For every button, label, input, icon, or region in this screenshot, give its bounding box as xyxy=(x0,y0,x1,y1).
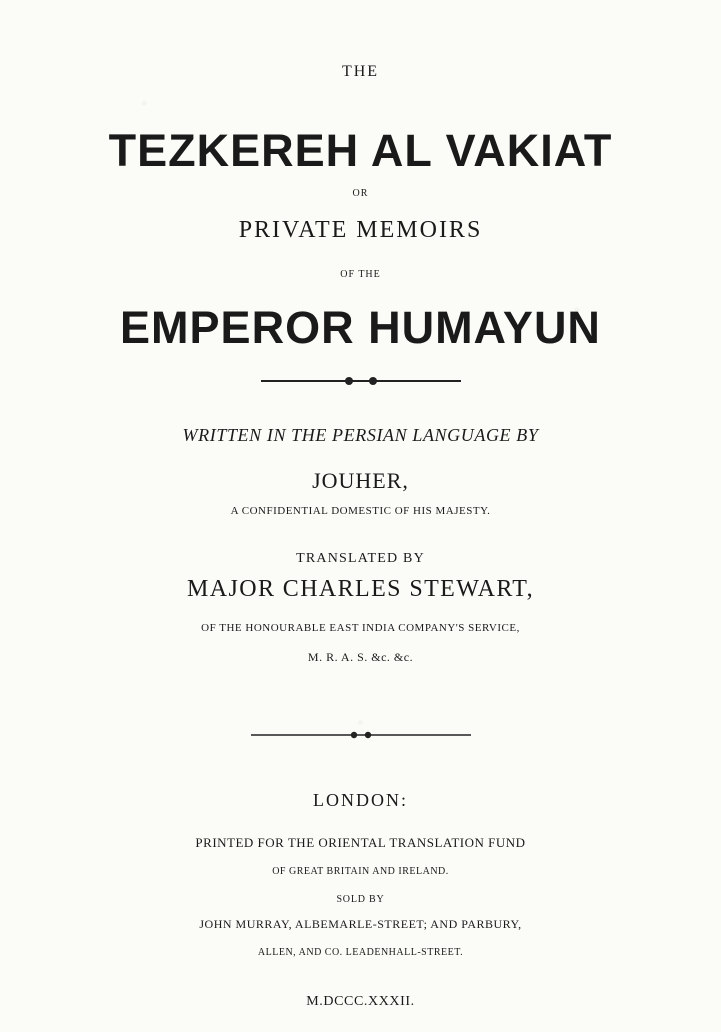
ornament-divider-icon xyxy=(251,727,471,743)
printed-for-text: PRINTED FOR THE ORIENTAL TRANSLATION FUND xyxy=(195,835,526,850)
ornament-divider-icon xyxy=(261,373,461,389)
translator-titles: M. R. A. S. &c. &c. xyxy=(307,650,414,664)
subtitle-text: PRIVATE MEMOIRS xyxy=(238,217,483,243)
city-text: LONDON: xyxy=(313,790,408,810)
sellers-line-1: JOHN MURRAY, ALBEMARLE-STREET; AND PARBURY, xyxy=(199,917,522,931)
sold-by-text: SOLD BY xyxy=(336,894,385,905)
or-text: OR xyxy=(352,188,369,199)
translator-service: OF THE HONOURABLE EAST INDIA COMPANY'S SERVICE, xyxy=(201,622,520,634)
subject-title: EMPEROR HUMAYUN xyxy=(120,302,601,353)
kicker-text: THE xyxy=(341,63,380,80)
author-name: JOUHER, xyxy=(312,468,409,493)
author-role: A CONFIDENTIAL DOMESTIC OF HIS MAJESTY. xyxy=(230,505,491,517)
main-title: TEZKEREH AL VAKIAT xyxy=(108,125,613,176)
region-text: OF GREAT BRITAIN AND IRELAND. xyxy=(272,866,449,877)
sellers-line-2: ALLEN, AND CO. LEADENHALL-STREET. xyxy=(257,947,464,958)
translated-by: TRANSLATED BY xyxy=(296,551,425,566)
of-the-text: OF THE xyxy=(340,269,381,280)
translator-name: MAJOR CHARLES STEWART, xyxy=(187,576,534,602)
publication-year: M.DCCC.XXXII. xyxy=(306,994,415,1009)
ornamental-rule-1 xyxy=(0,373,721,389)
ornamental-rule-2 xyxy=(0,727,721,743)
written-line: WRITTEN IN THE PERSIAN LANGUAGE BY xyxy=(182,425,539,445)
